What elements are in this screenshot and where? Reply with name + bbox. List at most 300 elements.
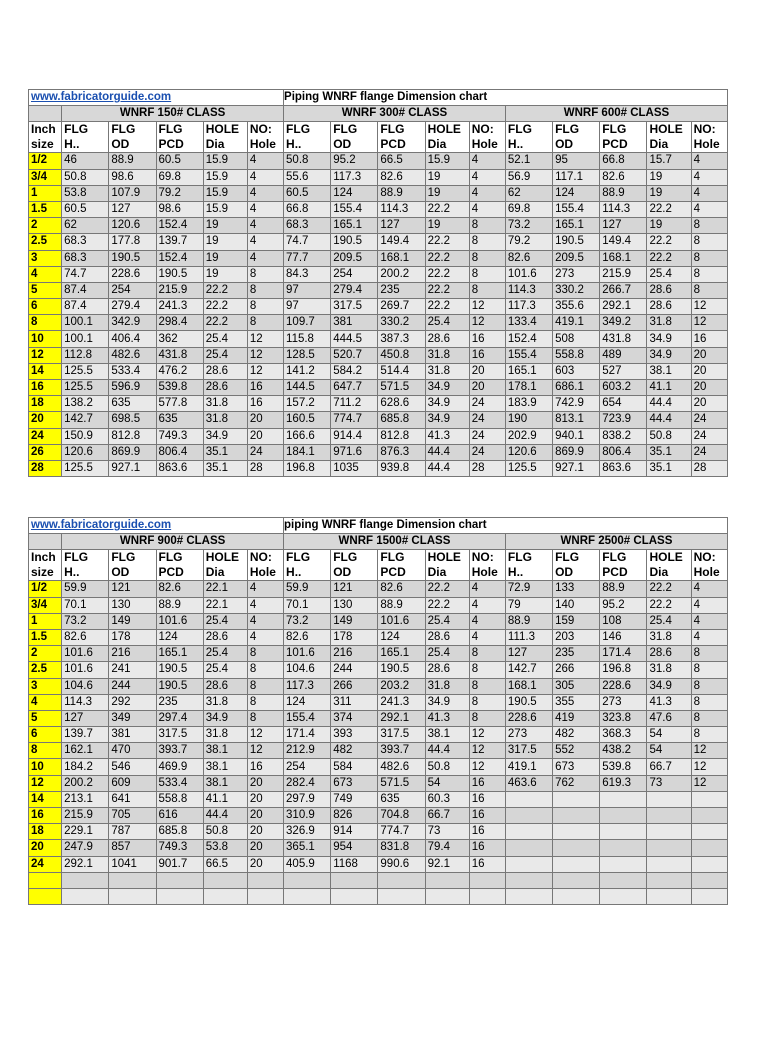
table-cell: 514.4	[378, 363, 425, 379]
table-cell	[109, 888, 156, 904]
table-cell: 749.3	[156, 428, 203, 444]
table-cell: 60.5	[156, 153, 203, 169]
table-cell: 165.1	[378, 646, 425, 662]
chart-title: piping WNRF flange Dimension chart	[284, 518, 728, 534]
table-cell: 121	[109, 581, 156, 597]
table-cell: 190.5	[331, 234, 378, 250]
table-cell: 215.9	[600, 266, 647, 282]
table-cell: 25.4	[203, 347, 247, 363]
table-cell: 31.8	[647, 315, 691, 331]
table-cell: 100.1	[62, 331, 109, 347]
website-link[interactable]: www.fabricatorguide.com	[31, 91, 172, 104]
table-cell: 66.5	[203, 856, 247, 872]
table-cell	[505, 840, 552, 856]
table-cell: 50.8	[203, 824, 247, 840]
table-row	[29, 363, 728, 379]
table-cell: 4	[247, 218, 283, 234]
table-cell: 108	[600, 613, 647, 629]
table-cell: 990.6	[378, 856, 425, 872]
table-cell: 8	[247, 710, 283, 726]
table-cell: 128.5	[284, 347, 331, 363]
table-cell: 138.2	[62, 396, 109, 412]
table-cell: 247.9	[62, 840, 109, 856]
table-cell: 15.7	[647, 153, 691, 169]
table-cell: 34.9	[203, 710, 247, 726]
table-cell: 685.8	[156, 824, 203, 840]
column-header: HOLE Dia	[203, 122, 247, 153]
table-cell	[156, 872, 203, 888]
table-cell: 155.4	[331, 201, 378, 217]
table-cell: 84.3	[284, 266, 331, 282]
table-cell: 34.9	[203, 428, 247, 444]
table-cell: 50.8	[284, 153, 331, 169]
table-cell: 34.9	[425, 412, 469, 428]
table-cell: 711.2	[331, 396, 378, 412]
table-cell: 4	[691, 581, 727, 597]
table-cell: 22.2	[647, 581, 691, 597]
table-cell: 12	[691, 759, 727, 775]
table-cell: 273	[505, 727, 552, 743]
table-cell: 120.6	[505, 444, 552, 460]
table-cell: 266	[553, 662, 600, 678]
table-cell: 8	[469, 250, 505, 266]
table-cell: 749.3	[156, 840, 203, 856]
table-cell: 279.4	[331, 282, 378, 298]
table-row	[29, 759, 728, 775]
table-cell: 60.3	[425, 791, 469, 807]
table-cell: 20	[469, 363, 505, 379]
table-cell: 774.7	[378, 824, 425, 840]
size-cell: 1	[29, 613, 62, 629]
table-cell: 254	[331, 266, 378, 282]
table-cell: 25.4	[203, 646, 247, 662]
table-cell: 8	[469, 662, 505, 678]
table-row	[29, 315, 728, 331]
size-cell: 16	[29, 380, 62, 396]
table-cell: 4	[469, 629, 505, 645]
size-cell: 18	[29, 824, 62, 840]
table-cell: 190.5	[156, 678, 203, 694]
table-cell: 8	[469, 266, 505, 282]
table-cell: 24	[691, 428, 727, 444]
table-cell: 4	[247, 613, 283, 629]
table-cell: 8	[247, 662, 283, 678]
table-cell: 266	[331, 678, 378, 694]
table-cell: 8	[247, 315, 283, 331]
table-cell: 16	[469, 791, 505, 807]
table-cell: 79.2	[156, 185, 203, 201]
table-cell: 168.1	[505, 678, 552, 694]
table-cell: 54	[647, 727, 691, 743]
table-cell: 66.8	[600, 153, 647, 169]
table-cell	[647, 808, 691, 824]
size-cell: 3/4	[29, 169, 62, 185]
table-cell	[62, 872, 109, 888]
table-cell: 15.9	[203, 201, 247, 217]
table-cell: 241.3	[156, 299, 203, 315]
column-header: FLG OD	[109, 550, 156, 581]
table-cell: 16	[691, 331, 727, 347]
table-cell: 22.1	[203, 597, 247, 613]
table-cell: 97	[284, 299, 331, 315]
table-cell: 44.4	[203, 808, 247, 824]
table-cell: 117.3	[284, 678, 331, 694]
size-cell: 4	[29, 694, 62, 710]
table-cell: 939.8	[378, 460, 425, 476]
table-cell: 183.9	[505, 396, 552, 412]
column-header: NO: Hole	[247, 122, 283, 153]
column-header: FLG OD	[553, 550, 600, 581]
table-cell: 305	[553, 678, 600, 694]
table-cell: 101.6	[156, 613, 203, 629]
size-cell: 1/2	[29, 153, 62, 169]
table-cell: 28.6	[647, 646, 691, 662]
table-cell: 20	[247, 428, 283, 444]
size-cell: 6	[29, 727, 62, 743]
table-cell: 619.3	[600, 775, 647, 791]
table-cell: 12	[469, 315, 505, 331]
size-cell: 20	[29, 412, 62, 428]
table-cell: 127	[378, 218, 425, 234]
column-header: FLG OD	[553, 122, 600, 153]
table-cell: 28.6	[647, 282, 691, 298]
table-cell: 12	[469, 727, 505, 743]
table-cell: 155.4	[553, 201, 600, 217]
table-cell: 104.6	[284, 662, 331, 678]
table-cell: 130	[109, 597, 156, 613]
table-row	[29, 662, 728, 678]
table-cell: 698.5	[109, 412, 156, 428]
table-cell: 520.7	[331, 347, 378, 363]
size-column-header: Inch size	[29, 122, 62, 153]
table-cell: 954	[331, 840, 378, 856]
column-header: HOLE Dia	[647, 550, 691, 581]
table-cell: 53.8	[203, 840, 247, 856]
table-cell: 62	[62, 218, 109, 234]
table-row	[29, 201, 728, 217]
table-cell: 19	[425, 185, 469, 201]
table-cell: 112.8	[62, 347, 109, 363]
table-cell: 139.7	[62, 727, 109, 743]
table-cell: 24	[691, 444, 727, 460]
table-cell: 419.1	[553, 315, 600, 331]
table-cell	[647, 888, 691, 904]
table-cell: 482	[553, 727, 600, 743]
size-cell: 1/2	[29, 581, 62, 597]
table-cell	[505, 824, 552, 840]
table-cell: 489	[600, 347, 647, 363]
table-cell: 139.7	[156, 234, 203, 250]
table-cell: 4	[469, 153, 505, 169]
table-cell: 704.8	[378, 808, 425, 824]
table-cell	[600, 840, 647, 856]
table-cell: 124	[553, 185, 600, 201]
table-cell: 20	[247, 824, 283, 840]
table-row	[29, 824, 728, 840]
size-cell: 10	[29, 759, 62, 775]
table-cell: 571.5	[378, 380, 425, 396]
table-cell	[378, 872, 425, 888]
table-cell: 22.2	[203, 299, 247, 315]
table-row	[29, 629, 728, 645]
table-cell: 22.2	[647, 250, 691, 266]
table-cell: 165.1	[553, 218, 600, 234]
table-row	[29, 710, 728, 726]
table-cell	[647, 856, 691, 872]
table-cell: 60.5	[284, 185, 331, 201]
table-row	[29, 266, 728, 282]
table-cell: 101.6	[505, 266, 552, 282]
table-cell: 8	[691, 282, 727, 298]
table-cell: 98.6	[156, 201, 203, 217]
table-cell: 387.3	[378, 331, 425, 347]
table-cell: 292	[109, 694, 156, 710]
table-cell: 24	[469, 396, 505, 412]
table-cell: 577.8	[156, 396, 203, 412]
table-cell: 12	[469, 743, 505, 759]
table-cell: 142.7	[62, 412, 109, 428]
table-cell: 365.1	[284, 840, 331, 856]
table-cell	[284, 888, 331, 904]
table-cell: 149.4	[600, 234, 647, 250]
table-cell: 168.1	[600, 250, 647, 266]
table-cell: 927.1	[109, 460, 156, 476]
table-cell: 1035	[331, 460, 378, 476]
table-cell: 28.6	[647, 299, 691, 315]
table-cell: 121	[331, 581, 378, 597]
chart-title: Piping WNRF flange Dimension chart	[284, 90, 728, 106]
table-cell	[247, 888, 283, 904]
table-cell: 92.1	[425, 856, 469, 872]
table-cell: 635	[378, 791, 425, 807]
table-cell: 254	[109, 282, 156, 298]
table-cell: 12	[691, 315, 727, 331]
table-cell: 19	[425, 169, 469, 185]
table-cell	[600, 888, 647, 904]
table-cell: 4	[247, 597, 283, 613]
table-cell: 200.2	[378, 266, 425, 282]
size-cell: 3	[29, 678, 62, 694]
table-cell: 97	[284, 282, 331, 298]
table-cell: 127	[109, 201, 156, 217]
table-cell: 235	[378, 282, 425, 298]
table-cell: 4	[247, 201, 283, 217]
size-cell: 8	[29, 315, 62, 331]
table-cell: 558.8	[553, 347, 600, 363]
table-cell: 59.9	[62, 581, 109, 597]
table-cell: 68.3	[284, 218, 331, 234]
table-cell: 162.1	[62, 743, 109, 759]
table-cell: 152.4	[156, 218, 203, 234]
table-cell: 69.8	[505, 201, 552, 217]
table-cell: 88.9	[378, 597, 425, 613]
table-cell: 171.4	[284, 727, 331, 743]
table-cell: 28	[469, 460, 505, 476]
table-cell: 74.7	[62, 266, 109, 282]
table-cell: 20	[247, 856, 283, 872]
table-cell: 77.7	[284, 250, 331, 266]
table-cell: 28.6	[425, 331, 469, 347]
table-cell: 533.4	[109, 363, 156, 379]
table-cell: 98.6	[109, 169, 156, 185]
table-cell: 165.1	[505, 363, 552, 379]
table-cell: 82.6	[505, 250, 552, 266]
table-cell: 19	[647, 218, 691, 234]
table-cell: 41.1	[203, 791, 247, 807]
table-row	[29, 169, 728, 185]
table-cell: 831.8	[378, 840, 425, 856]
table-cell: 641	[109, 791, 156, 807]
table-cell: 4	[691, 597, 727, 613]
table-cell: 88.9	[505, 613, 552, 629]
table-cell: 34.9	[425, 694, 469, 710]
table-cell: 603	[553, 363, 600, 379]
table-cell: 44.4	[647, 396, 691, 412]
table-cell: 12	[247, 743, 283, 759]
table-cell	[600, 856, 647, 872]
table-cell: 22.2	[425, 234, 469, 250]
size-cell: 3	[29, 250, 62, 266]
table-cell: 70.1	[62, 597, 109, 613]
table-cell: 141.2	[284, 363, 331, 379]
table-cell: 20	[247, 808, 283, 824]
table-cell: 317.5	[505, 743, 552, 759]
table-cell: 159	[553, 613, 600, 629]
column-header: FLG H..	[505, 122, 552, 153]
table-cell	[691, 872, 727, 888]
table-cell: 178	[109, 629, 156, 645]
table-cell: 101.6	[378, 613, 425, 629]
table-cell: 178.1	[505, 380, 552, 396]
table-cell: 28	[247, 460, 283, 476]
column-header: HOLE Dia	[425, 550, 469, 581]
table-cell: 25.4	[425, 646, 469, 662]
table-cell: 310.9	[284, 808, 331, 824]
table-cell: 876.3	[378, 444, 425, 460]
class-header: WNRF 600# CLASS	[505, 106, 727, 122]
table-cell: 8	[247, 646, 283, 662]
table-cell: 4	[247, 169, 283, 185]
table-row	[29, 299, 728, 315]
table-cell: 527	[600, 363, 647, 379]
table-row	[29, 412, 728, 428]
table-cell: 8	[469, 282, 505, 298]
table-row	[29, 428, 728, 444]
table-cell: 34.9	[425, 380, 469, 396]
table-cell: 38.1	[203, 759, 247, 775]
table-cell: 368.3	[600, 727, 647, 743]
table-cell: 16	[469, 775, 505, 791]
table-cell: 66.7	[647, 759, 691, 775]
table-cell: 31.8	[203, 727, 247, 743]
table-cell: 654	[600, 396, 647, 412]
table-cell: 109.7	[284, 315, 331, 331]
table-row	[29, 234, 728, 250]
table-cell: 1041	[109, 856, 156, 872]
table-cell: 73	[647, 775, 691, 791]
table-cell: 120.6	[62, 444, 109, 460]
table-cell: 60.5	[62, 201, 109, 217]
table-cell: 25.4	[203, 331, 247, 347]
table-row	[29, 727, 728, 743]
table-cell: 16	[469, 840, 505, 856]
table-cell: 165.1	[331, 218, 378, 234]
table-cell	[600, 808, 647, 824]
table-cell: 292.1	[378, 710, 425, 726]
table-cell: 190.5	[156, 266, 203, 282]
size-cell: 12	[29, 775, 62, 791]
table-cell: 124	[378, 629, 425, 645]
table-cell: 50.8	[647, 428, 691, 444]
table-cell: 82.6	[378, 169, 425, 185]
table-cell: 419	[553, 710, 600, 726]
size-cell: 2.5	[29, 234, 62, 250]
table-cell: 12	[247, 727, 283, 743]
table-cell: 4	[469, 581, 505, 597]
table-cell: 4	[247, 234, 283, 250]
table-cell: 8	[469, 646, 505, 662]
table-cell: 16	[247, 759, 283, 775]
table-cell: 20	[691, 347, 727, 363]
table-cell: 114.3	[600, 201, 647, 217]
table-cell: 571.5	[378, 775, 425, 791]
table-cell: 971.6	[331, 444, 378, 460]
table-cell: 4	[469, 597, 505, 613]
table-cell: 863.6	[600, 460, 647, 476]
table-cell: 292.1	[600, 299, 647, 315]
table-cell: 190.5	[505, 694, 552, 710]
table-cell: 826	[331, 808, 378, 824]
table-cell: 282.4	[284, 775, 331, 791]
table-cell: 28.6	[203, 629, 247, 645]
table-cell: 87.4	[62, 282, 109, 298]
table-cell: 673	[553, 759, 600, 775]
table-row	[29, 840, 728, 856]
table-cell: 8	[691, 234, 727, 250]
table-cell: 628.6	[378, 396, 425, 412]
table-cell: 774.7	[331, 412, 378, 428]
table-row	[29, 218, 728, 234]
table-cell: 4	[247, 581, 283, 597]
table-cell: 190.5	[109, 250, 156, 266]
table-cell: 95.2	[600, 597, 647, 613]
table-cell: 22.2	[425, 250, 469, 266]
table-cell: 88.9	[378, 185, 425, 201]
table-cell: 381	[331, 315, 378, 331]
size-cell: 28	[29, 460, 62, 476]
table-cell: 686.1	[553, 380, 600, 396]
table-cell: 279.4	[109, 299, 156, 315]
table-cell: 12	[247, 363, 283, 379]
table-cell: 4	[691, 201, 727, 217]
table-cell: 940.1	[553, 428, 600, 444]
table-cell: 25.4	[647, 266, 691, 282]
table-cell: 806.4	[156, 444, 203, 460]
table-cell: 838.2	[600, 428, 647, 444]
website-link[interactable]: www.fabricatorguide.com	[31, 519, 172, 532]
table-cell: 215.9	[156, 282, 203, 298]
table-cell: 685.8	[378, 412, 425, 428]
table-cell: 59.9	[284, 581, 331, 597]
table-cell: 635	[156, 412, 203, 428]
table-cell: 8	[691, 662, 727, 678]
table-cell: 88.9	[600, 581, 647, 597]
table-cell: 196.8	[600, 662, 647, 678]
table-cell: 8	[469, 234, 505, 250]
table-cell: 133	[553, 581, 600, 597]
table-row	[29, 347, 728, 363]
table-cell: 88.9	[600, 185, 647, 201]
